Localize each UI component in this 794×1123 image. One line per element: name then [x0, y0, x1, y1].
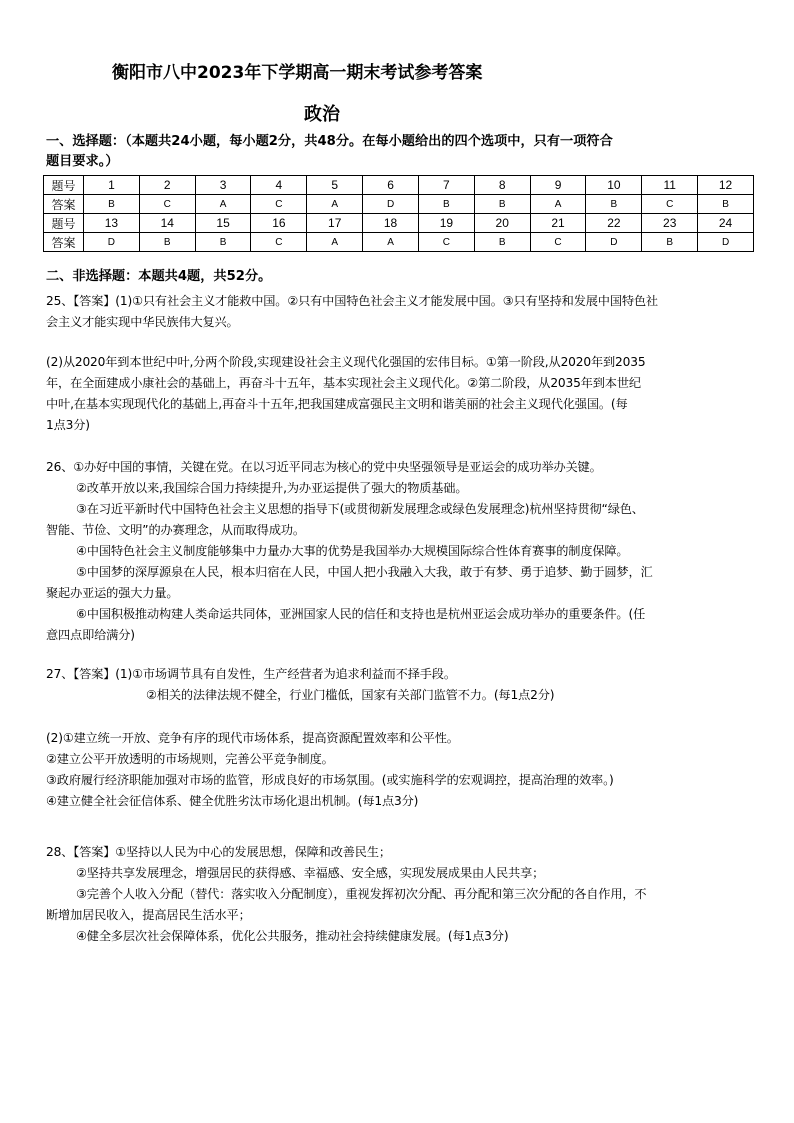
section1-heading: [46, 132, 758, 172]
q26-line: 智能、节俭、文明”的办赛理念，从而取得成功。: [46, 523, 305, 537]
q25-part1: [46, 291, 758, 333]
answer-cell: A: [195, 195, 251, 214]
question-number-cell: 12: [698, 176, 754, 195]
q28-line: 28、【答案】①坚持以人民为中心的发展思想，保障和改善民生；: [46, 845, 391, 859]
q26-line: 意四点即给满分): [46, 628, 135, 642]
q27-line: ②建立公平开放透明的市场规则，完善公平竞争制度。: [46, 752, 334, 766]
question-number-cell: 14: [139, 214, 195, 233]
answer-cell: A: [307, 233, 363, 252]
q25-line: 1点3分): [46, 418, 90, 432]
answer-cell: B: [698, 195, 754, 214]
q25-line: 中叶,在基本实现现代化的基础上,再奋斗十五年,把我国建成富强民主文明和谐美丽的社会主义现代化强国。(每: [46, 397, 628, 411]
answer-cell: C: [251, 195, 307, 214]
question-number-cell: 15: [195, 214, 251, 233]
q27-part2: [46, 728, 758, 812]
answer-cell: B: [139, 233, 195, 252]
question-number-cell: 24: [698, 214, 754, 233]
answer-cell: D: [84, 233, 140, 252]
question-number-cell: 8: [474, 176, 530, 195]
answer-table-answer-row-1: [44, 195, 754, 214]
question-number-cell: 16: [251, 214, 307, 233]
q25-line: (2)从2020年到本世纪中叶,分两个阶段,实现建设社会主义现代化强国的宏伟目标。①第一阶段,从2020年到2035: [46, 355, 646, 369]
q26-answer: [46, 457, 758, 646]
answer-cell: B: [586, 195, 642, 214]
question-number-cell: 7: [418, 176, 474, 195]
answer-row-label: 答案: [44, 195, 84, 214]
question-number-cell: 23: [642, 214, 698, 233]
answer-table: [43, 175, 754, 252]
answer-table-answer-row-2: [44, 233, 754, 252]
question-number-cell: 19: [418, 214, 474, 233]
question-number-cell: 1: [84, 176, 140, 195]
answer-cell: D: [363, 195, 419, 214]
answer-cell: C: [251, 233, 307, 252]
answer-cell: C: [139, 195, 195, 214]
question-number-cell: 17: [307, 214, 363, 233]
q27-line: ②相关的法律法规不健全，行业门槛低，国家有关部门监管不力。(每1点2分): [146, 688, 555, 702]
q28-line: ③完善个人收入分配（替代：落实收入分配制度），重视发挥初次分配、再分配和第三次分配的各自作用，不: [76, 887, 647, 901]
q26-line: 26、①办好中国的事情，关键在党。在以习近平同志为核心的党中央坚强领导是亚运会的成功举办关键。: [46, 460, 602, 474]
q28-line: ④健全多层次社会保障体系，优化公共服务，推动社会持续健康发展。(每1点3分): [76, 929, 509, 943]
question-number-cell: 20: [474, 214, 530, 233]
q25-line: 会主义才能实现中华民族伟大复兴。: [46, 315, 239, 329]
question-number-cell: 9: [530, 176, 586, 195]
answer-cell: B: [474, 195, 530, 214]
question-number-cell: 2: [139, 176, 195, 195]
q26-line: ⑤中国梦的深厚源泉在人民，根本归宿在人民，中国人把小我融入大我，敢于有梦、勇于追梦、勤于圆梦，汇: [76, 565, 653, 579]
q26-line: ②改革开放以来,我国综合国力持续提升,为办亚运提供了强大的物质基础。: [76, 481, 468, 495]
answer-cell: C: [642, 195, 698, 214]
q28-answer: [46, 842, 758, 947]
question-number-cell: 13: [84, 214, 140, 233]
question-number-cell: 22: [586, 214, 642, 233]
q25-line: 年，在全面建成小康社会的基础上，再奋斗十五年，基本实现社会主义现代化。②第二阶段，从2035年到本世纪: [46, 376, 641, 390]
answer-table-number-row-1: [44, 176, 754, 195]
page-title: 衡阳市八中2023年下学期高一期末考试参考答案: [112, 63, 483, 83]
answer-cell: D: [698, 233, 754, 252]
q27-line: (2)①建立统一开放、竞争有序的现代市场体系，提高资源配置效率和公平性。: [46, 731, 459, 745]
q26-line: ④中国特色社会主义制度能够集中力量办大事的优势是我国举办大规模国际综合性体育赛事的制度保障。: [76, 544, 629, 558]
q28-line: ②坚持共享发展理念，增强居民的获得感、幸福感、安全感，实现发展成果由人民共享；: [76, 866, 545, 880]
answer-cell: B: [642, 233, 698, 252]
answer-cell: B: [418, 195, 474, 214]
question-number-cell: 3: [195, 176, 251, 195]
answer-cell: A: [307, 195, 363, 214]
question-number-cell: 11: [642, 176, 698, 195]
answer-table-number-row-2: [44, 214, 754, 233]
q26-line: ⑥中国积极推动构建人类命运共同体，亚洲国家人民的信任和支持也是杭州亚运会成功举办的重要条件。(任: [76, 607, 646, 621]
answer-row-label: 答案: [44, 233, 84, 252]
section1-heading-line1: 一、选择题：（本题共24小题，每小题2分，共48分。在每小题给出的四个选项中，只有一项符合: [46, 134, 613, 149]
answer-cell: B: [195, 233, 251, 252]
answer-cell: B: [84, 195, 140, 214]
subject-heading: 政治: [304, 104, 340, 125]
section2-heading: 二、非选择题：本题共4题，共52分。: [46, 269, 272, 284]
question-number-cell: 18: [363, 214, 419, 233]
q25-line: 25、【答案】(1)①只有社会主义才能救中国。②只有中国特色社会主义才能发展中国。③只有坚持和发展中国特色社: [46, 294, 658, 308]
answer-cell: C: [418, 233, 474, 252]
answer-cell: C: [530, 233, 586, 252]
q27-part1: [46, 664, 758, 706]
q27-line: 27、【答案】(1)①市场调节具有自发性，生产经营者为追求利益而不择手段。: [46, 667, 456, 681]
number-row-label: 题号: [44, 176, 84, 195]
question-number-cell: 6: [363, 176, 419, 195]
q25-part2: [46, 352, 758, 436]
q26-line: 聚起办亚运的强大力量。: [46, 586, 179, 600]
answer-cell: A: [363, 233, 419, 252]
number-row-label: 题号: [44, 214, 84, 233]
question-number-cell: 5: [307, 176, 363, 195]
answer-cell: B: [474, 233, 530, 252]
question-number-cell: 10: [586, 176, 642, 195]
q27-line: ④建立健全社会征信体系、健全优胜劣汰市场化退出机制。(每1点3分): [46, 794, 419, 808]
q27-line: ③政府履行经济职能加强对市场的监管，形成良好的市场氛围。(或实施科学的宏观调控，提高治理的效率。): [46, 773, 614, 787]
section1-heading-line2: 题目要求。）: [46, 154, 119, 169]
q26-line: ③在习近平新时代中国特色社会主义思想的指导下(或贯彻新发展理念或绿色发展理念)杭州坚持贯彻“绿色、: [76, 502, 644, 516]
answer-cell: D: [586, 233, 642, 252]
answer-cell: A: [530, 195, 586, 214]
question-number-cell: 4: [251, 176, 307, 195]
question-number-cell: 21: [530, 214, 586, 233]
q28-line: 断增加居民收入，提高居民生活水平；: [46, 908, 251, 922]
